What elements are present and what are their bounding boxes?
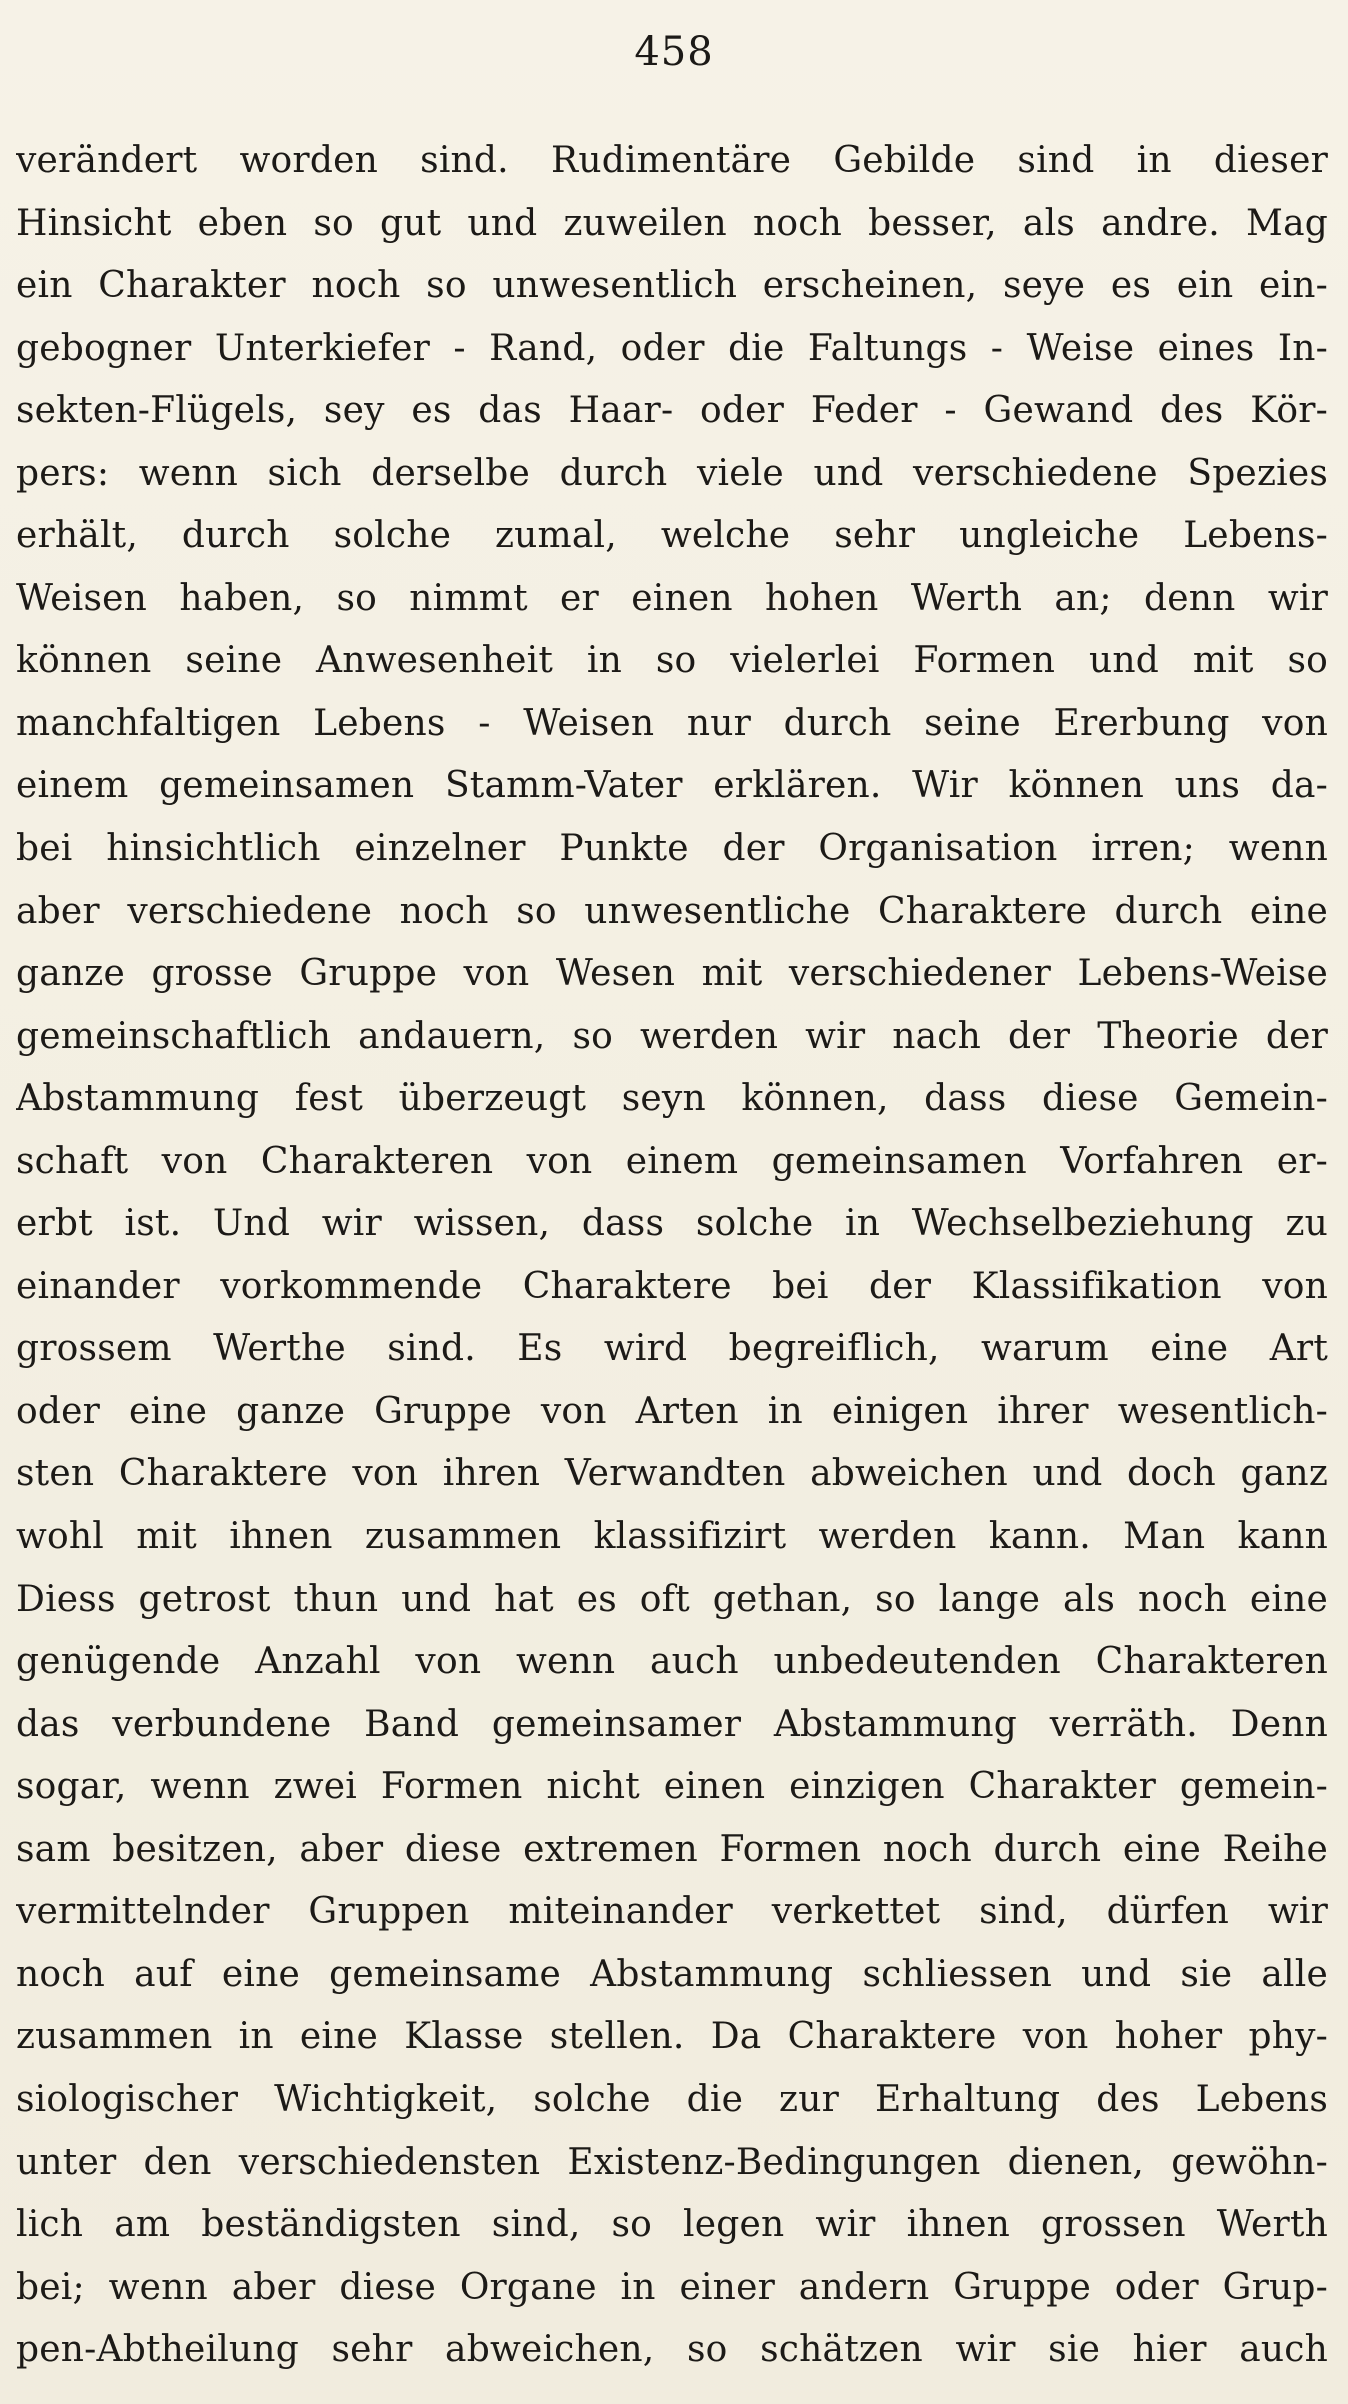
text-line: schaft von Charakteren von einem gemeinsamen Vorfahren er-	[16, 1140, 1328, 1182]
text-line: bei hinsichtlich einzelner Punkte der Organisation irren; wenn	[16, 828, 1328, 870]
text-line: vermittelnder Gruppen miteinander verkettet sind, dürfen wir	[16, 1891, 1328, 1933]
text-line: sogar, wenn zwei Formen nicht einen einzigen Charakter gemein-	[16, 1766, 1328, 1808]
text-line: verändert worden sind. Rudimentäre Gebilde sind in dieser	[16, 140, 1328, 181]
text-line: pers: wenn sich derselbe durch viele und verschiedene Spezies	[16, 452, 1328, 494]
text-line: ein Charakter noch so unwesentlich erscheinen, seye es ein ein-	[16, 265, 1328, 307]
text-line: erhält, durch solche zumal, welche sehr ungleiche Lebens-	[16, 515, 1328, 557]
text-line: bei; wenn aber diese Organe in einer andern Gruppe oder Grup-	[16, 2266, 1328, 2308]
text-line: aber verschiedene noch so unwesentliche Charaktere durch eine	[16, 890, 1328, 932]
text-line: pen-Abtheilung sehr abweichen, so schätzen wir sie hier auch	[16, 2329, 1328, 2371]
text-line: gemeinschaftlich andauern, so werden wir nach der Theorie der	[16, 1015, 1328, 1057]
text-line: lich am beständigsten sind, so legen wir ihnen grossen Werth	[16, 2204, 1328, 2246]
text-line: zusammen in eine Klasse stellen. Da Charaktere von hoher phy-	[16, 2016, 1328, 2058]
text-line: einander vorkommende Charaktere bei der Klassifikation von	[16, 1265, 1328, 1307]
text-line: ganze grosse Gruppe von Wesen mit verschiedener Lebens-Weise	[16, 953, 1328, 995]
text-line: Diess getrost thun und hat es oft gethan, so lange als noch eine	[16, 1578, 1328, 1620]
text-line: sam besitzen, aber diese extremen Formen noch durch eine Reihe	[16, 1828, 1328, 1870]
text-line: unter den verschiedensten Existenz-Bedingungen dienen, gewöhn-	[16, 2141, 1328, 2183]
text-line: wohl mit ihnen zusammen klassifizirt werden kann. Man kann	[16, 1516, 1328, 1558]
text-line: Weisen haben, so nimmt er einen hohen Werth an; denn wir	[16, 577, 1328, 619]
text-line: oder eine ganze Gruppe von Arten in einigen ihrer wesentlich-	[16, 1390, 1328, 1432]
text-line: noch auf eine gemeinsame Abstammung schliessen und sie alle	[16, 1953, 1328, 1995]
text-line: siologischer Wichtigkeit, solche die zur Erhaltung des Lebens	[16, 2078, 1328, 2120]
text-line: sten Charaktere von ihren Verwandten abweichen und doch ganz	[16, 1453, 1328, 1495]
text-line: erbt ist. Und wir wissen, dass solche in Wechselbeziehung zu	[16, 1203, 1328, 1245]
text-line: können seine Anwesenheit in so vielerlei Formen und mit so	[16, 640, 1328, 682]
text-line: das verbundene Band gemeinsamer Abstammung verräth. Denn	[16, 1703, 1328, 1745]
text-line: grossem Werthe sind. Es wird begreiflich, warum eine Art	[16, 1328, 1328, 1370]
page-number: 458	[634, 29, 714, 75]
text-line: manchfaltigen Lebens - Weisen nur durch seine Ererbung von	[16, 702, 1328, 744]
body-text	[16, 130, 1328, 2382]
text-line: Hinsicht eben so gut und zuweilen noch besser, als andre. Mag	[16, 202, 1328, 244]
text-line: sekten-Flügels, sey es das Haar- oder Feder - Gewand des Kör-	[16, 390, 1328, 432]
text-line: genügende Anzahl von wenn auch unbedeutenden Charakteren	[16, 1641, 1328, 1683]
text-line: Abstammung fest überzeugt seyn können, dass diese Gemein-	[16, 1078, 1328, 1120]
text-line: einem gemeinsamen Stamm-Vater erklären. Wir können uns da-	[16, 765, 1328, 807]
text-line: gebogner Unterkiefer - Rand, oder die Faltungs - Weise eines In-	[16, 327, 1328, 369]
